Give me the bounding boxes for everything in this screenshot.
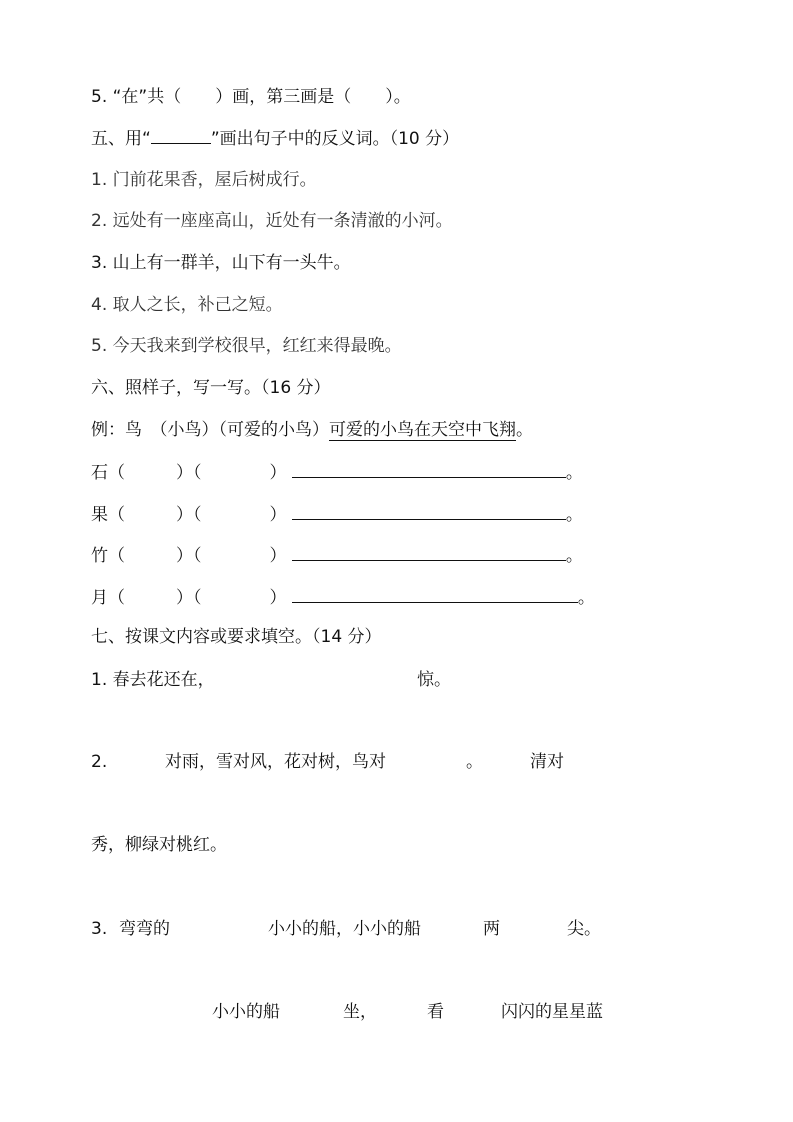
row-period: 。 xyxy=(565,505,583,525)
section-7-title: 七、按课文内容或要求填空。（14 分） xyxy=(91,627,382,647)
answer-line[interactable] xyxy=(292,544,566,561)
exercise-row-shi xyxy=(91,461,583,483)
row-parens[interactable]: （ ）（ ） xyxy=(108,546,287,566)
antonym-sentence-3[interactable]: 3. 山上有一群羊，山下有一头牛。 xyxy=(91,253,351,273)
underline-sample xyxy=(151,127,211,144)
fill-2-c: 清对 xyxy=(530,752,564,772)
fill-3-g: 看 xyxy=(427,1002,444,1022)
row-period: 。 xyxy=(565,463,583,483)
row-char: 竹 xyxy=(91,546,108,566)
row-char: 果 xyxy=(91,505,108,525)
row-parens[interactable]: （ ）（ ） xyxy=(108,463,287,483)
answer-line[interactable] xyxy=(292,503,566,520)
section-5-title-a: 五、用“ xyxy=(91,129,151,149)
exercise-row-yue xyxy=(91,586,595,608)
row-parens[interactable]: （ ）（ ） xyxy=(108,588,287,608)
fill-3-h: 闪闪的星星蓝 xyxy=(501,1002,603,1022)
exercise-row-zhu xyxy=(91,544,583,566)
fill-2-num: 2. xyxy=(91,752,108,772)
example-period: 。 xyxy=(516,420,533,440)
fill-2-b: 。 xyxy=(466,752,483,772)
fill-1-a: 1. 春去花还在， xyxy=(91,670,215,690)
antonym-sentence-4[interactable]: 4. 取人之长，补己之短。 xyxy=(91,295,283,315)
fill-3-a: 弯弯的 xyxy=(119,919,170,939)
fill-3-f: 坐， xyxy=(343,1002,377,1022)
section-6-example xyxy=(91,419,533,441)
fill-1-b: 惊。 xyxy=(417,670,451,690)
fill-2-a: 对雨，雪对风，花对树，鸟对 xyxy=(165,752,386,772)
fill-2-d: 秀，柳绿对桃红。 xyxy=(91,835,227,855)
section-5-title-b: ”画出句子中的反义词。（10 分） xyxy=(210,129,460,149)
row-period: 。 xyxy=(565,546,583,566)
antonym-sentence-1[interactable]: 1. 门前花果香，屋后树成行。 xyxy=(91,170,317,190)
section-6-title: 六、照样子，写一写。（16 分） xyxy=(91,378,331,398)
antonym-sentence-2[interactable]: 2. 远处有一座座高山，近处有一条清澈的小河。 xyxy=(91,211,453,231)
example-sentence: 可爱的小鸟在天空中飞翔 xyxy=(329,420,516,440)
fill-3-num: 3. xyxy=(91,919,108,939)
answer-line[interactable] xyxy=(292,586,578,603)
row-parens[interactable]: （ ）（ ） xyxy=(108,505,287,525)
row-char: 石 xyxy=(91,463,108,483)
example-prefix: 例：鸟 （小鸟）（可爱的小鸟） xyxy=(91,420,329,440)
row-char: 月 xyxy=(91,588,108,608)
exercise-row-guo xyxy=(91,503,583,525)
fill-3-b: 小小的船，小小的船 xyxy=(268,919,421,939)
fill-3-c: 两 xyxy=(483,919,500,939)
row-period: 。 xyxy=(577,588,595,608)
antonym-sentence-5[interactable]: 5. 今天我来到学校很早，红红来得最晚。 xyxy=(91,336,402,356)
answer-line[interactable] xyxy=(292,461,566,478)
fill-3-e: 小小的船 xyxy=(212,1002,280,1022)
question-5-strokes: 5. “在”共（ ）画，第三画是（ ）。 xyxy=(91,87,411,107)
fill-3-d: 尖。 xyxy=(567,919,601,939)
section-5-title xyxy=(91,127,459,149)
